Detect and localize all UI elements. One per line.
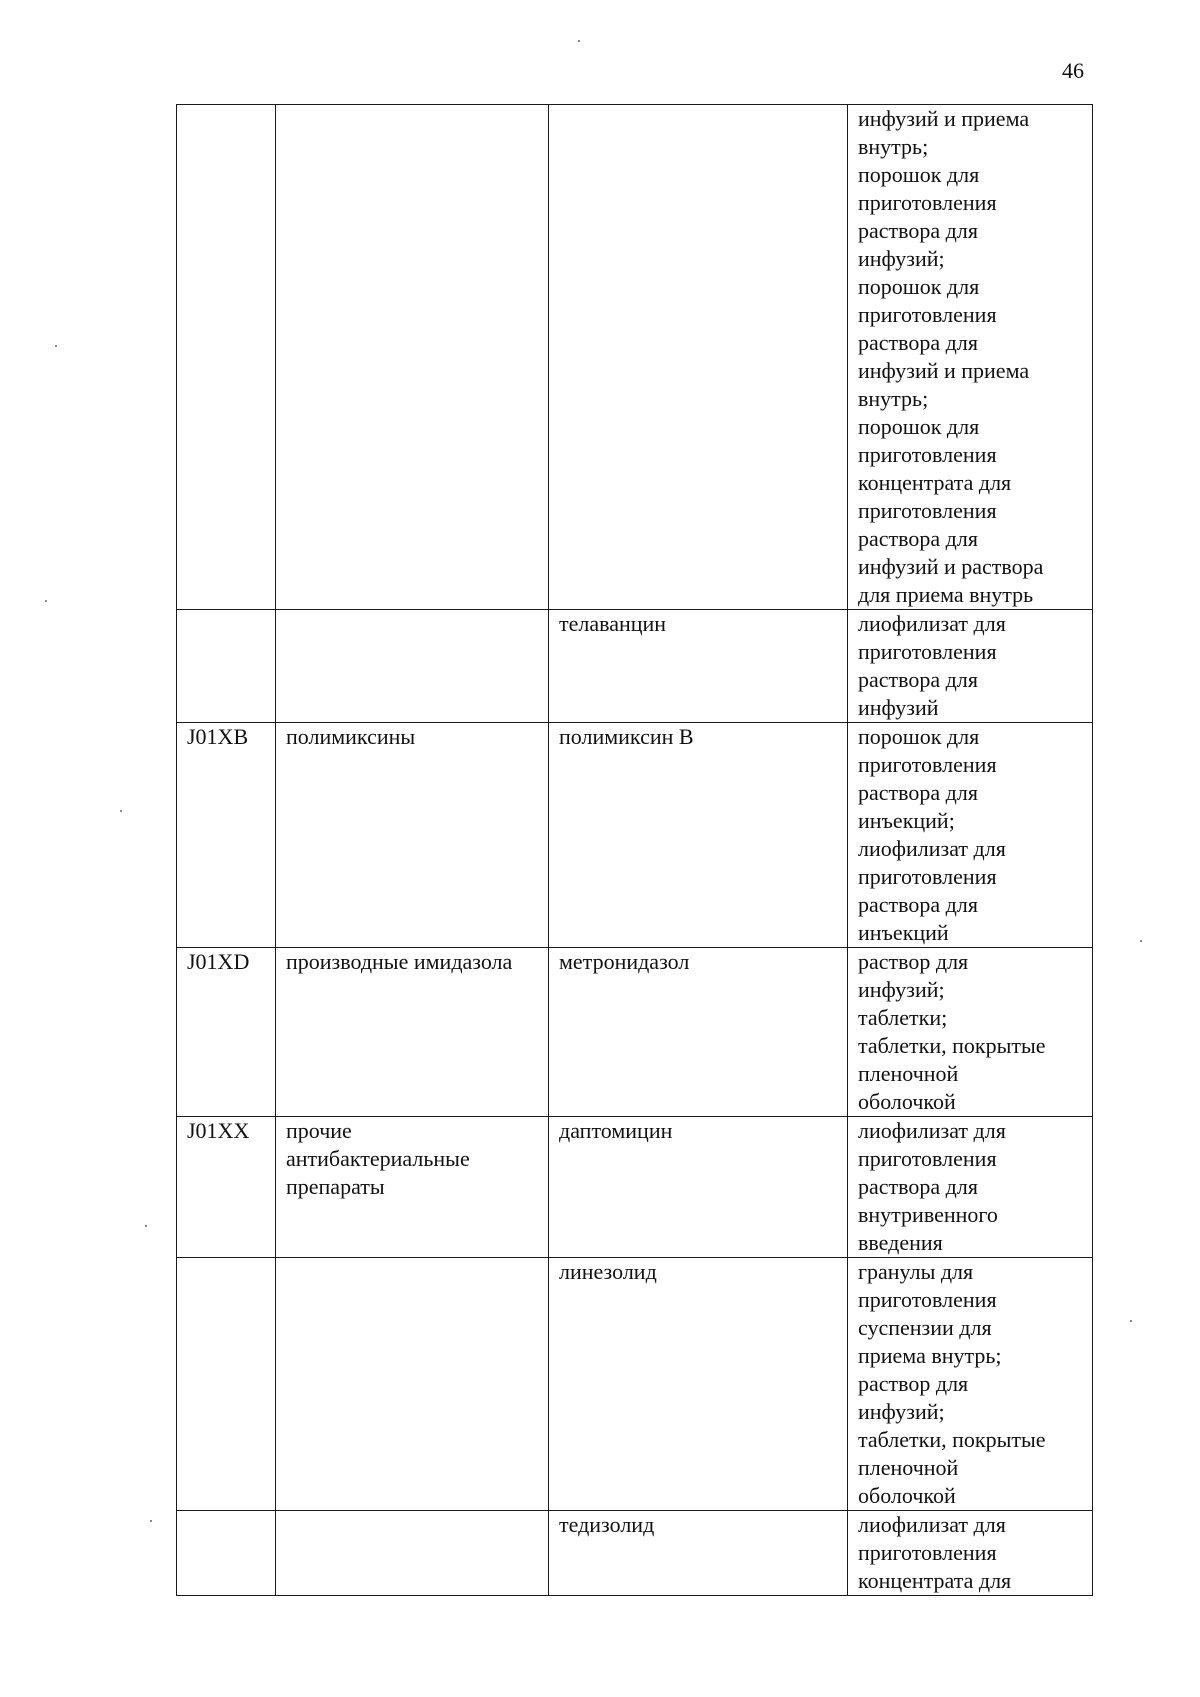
drug-name-cell: метронидазол [549, 948, 848, 1117]
dosage-form-line: приготовления [858, 190, 997, 215]
dosage-form-line: инфузий; [858, 977, 945, 1002]
dosage-form-line: внутрь; [858, 386, 929, 411]
dosage-forms-cell [848, 105, 1093, 610]
dosage-form-line: порошок для [858, 274, 980, 299]
table-body [177, 105, 1093, 1596]
table-row [177, 610, 1093, 723]
dosage-form-line: концентрата для [858, 1568, 1012, 1593]
drug-name-cell: полимиксин В [549, 723, 848, 948]
drug-name-cell: линезолид [549, 1258, 848, 1511]
scan-speck [1130, 1320, 1132, 1322]
dosage-form-line: лиофилизат для [858, 1512, 1006, 1537]
dosage-form-line: лиофилизат для [858, 836, 1006, 861]
dosage-form-line: раствора для [858, 667, 978, 692]
drug-name-cell [549, 105, 848, 610]
group-name-cell: прочие антибактериальные препараты [276, 1117, 549, 1258]
table-row [177, 948, 1093, 1117]
dosage-form-line: приготовления [858, 1540, 997, 1565]
scan-speck [145, 1225, 147, 1227]
table-row [177, 1511, 1093, 1596]
dosage-form-line: инфузий и приема [858, 358, 1030, 383]
dosage-form-line: раствора для [858, 218, 978, 243]
dosage-form-line: инъекций; [858, 808, 955, 833]
table-row [177, 105, 1093, 610]
dosage-form-line: раствора для [858, 1174, 978, 1199]
atc-code-cell: J01XD [177, 948, 276, 1117]
dosage-forms-cell [848, 948, 1093, 1117]
dosage-forms-cell [848, 610, 1093, 723]
atc-code-cell: J01XX [177, 1117, 276, 1258]
dosage-form-line: раствор для [858, 949, 969, 974]
dosage-form-line: оболочкой [858, 1483, 956, 1508]
dosage-form-line: лиофилизат для [858, 1118, 1006, 1143]
group-name-cell [276, 1258, 549, 1511]
dosage-forms-cell [848, 1117, 1093, 1258]
table-row [177, 1258, 1093, 1511]
dosage-form-line: порошок для [858, 724, 980, 749]
dosage-forms-cell [848, 1511, 1093, 1596]
atc-code-cell: J01XB [177, 723, 276, 948]
group-name-cell [276, 105, 549, 610]
atc-code-cell [177, 1258, 276, 1511]
dosage-form-line: приготовления [858, 1146, 997, 1171]
dosage-form-line: таблетки, покрытые [858, 1033, 1046, 1058]
dosage-form-line: внутрь; [858, 134, 929, 159]
page-number: 46 [1062, 58, 1084, 83]
dosage-form-line: оболочкой [858, 1089, 956, 1114]
dosage-form-line: для приема внутрь [858, 582, 1034, 607]
dosage-form-line: пленочной [858, 1455, 959, 1480]
dosage-form-line: раствора для [858, 330, 978, 355]
scan-speck [578, 40, 580, 42]
dosage-form-line: инфузий и приема [858, 106, 1030, 131]
dosage-form-line: концентрата для [858, 470, 1012, 495]
dosage-form-line: внутривенного [858, 1202, 998, 1227]
group-name-cell [276, 1511, 549, 1596]
dosage-form-line: приготовления [858, 639, 997, 664]
dosage-form-line: приема внутрь; [858, 1343, 1002, 1368]
dosage-form-line: раствора для [858, 780, 978, 805]
dosage-form-line: суспензии для [858, 1315, 992, 1340]
group-name-cell: полимиксины [276, 723, 549, 948]
dosage-form-line: приготовления [858, 498, 997, 523]
table-row [177, 1117, 1093, 1258]
atc-code-cell [177, 1511, 276, 1596]
dosage-form-line: пленочной [858, 1061, 959, 1086]
drug-name-cell: тедизолид [549, 1511, 848, 1596]
dosage-form-line: инфузий; [858, 1399, 945, 1424]
group-name-cell: производные имидазола [276, 948, 549, 1117]
dosage-form-line: порошок для [858, 414, 980, 439]
scan-speck [150, 1520, 152, 1522]
dosage-form-line: приготовления [858, 864, 997, 889]
atc-code-cell [177, 610, 276, 723]
dosage-form-line: раствора для [858, 892, 978, 917]
dosage-form-line: инъекций [858, 920, 949, 945]
dosage-form-line: лиофилизат для [858, 611, 1006, 636]
dosage-forms-cell [848, 723, 1093, 948]
dosage-form-line: таблетки, покрытые [858, 1427, 1046, 1452]
scan-speck [45, 600, 47, 602]
scan-speck [1140, 940, 1142, 942]
scan-speck [55, 345, 57, 347]
dosage-form-line: инфузий [858, 695, 939, 720]
dosage-form-line: приготовления [858, 1287, 997, 1312]
dosage-form-line: приготовления [858, 752, 997, 777]
dosage-forms-cell [848, 1258, 1093, 1511]
dosage-form-line: введения [858, 1230, 943, 1255]
dosage-form-line: раствор для [858, 1371, 969, 1396]
drug-name-cell: телаванцин [549, 610, 848, 723]
drug-table [176, 104, 1093, 1596]
group-name-cell [276, 610, 549, 723]
dosage-form-line: таблетки; [858, 1005, 948, 1030]
dosage-form-line: приготовления [858, 442, 997, 467]
dosage-form-line: гранулы для [858, 1259, 974, 1284]
dosage-form-line: порошок для [858, 162, 980, 187]
table-row [177, 723, 1093, 948]
drug-name-cell: даптомицин [549, 1117, 848, 1258]
atc-code-cell [177, 105, 276, 610]
dosage-form-line: инфузий и раствора [858, 554, 1044, 579]
dosage-form-line: инфузий; [858, 246, 945, 271]
scan-speck [120, 810, 122, 812]
dosage-form-line: приготовления [858, 302, 997, 327]
dosage-form-line: раствора для [858, 526, 978, 551]
